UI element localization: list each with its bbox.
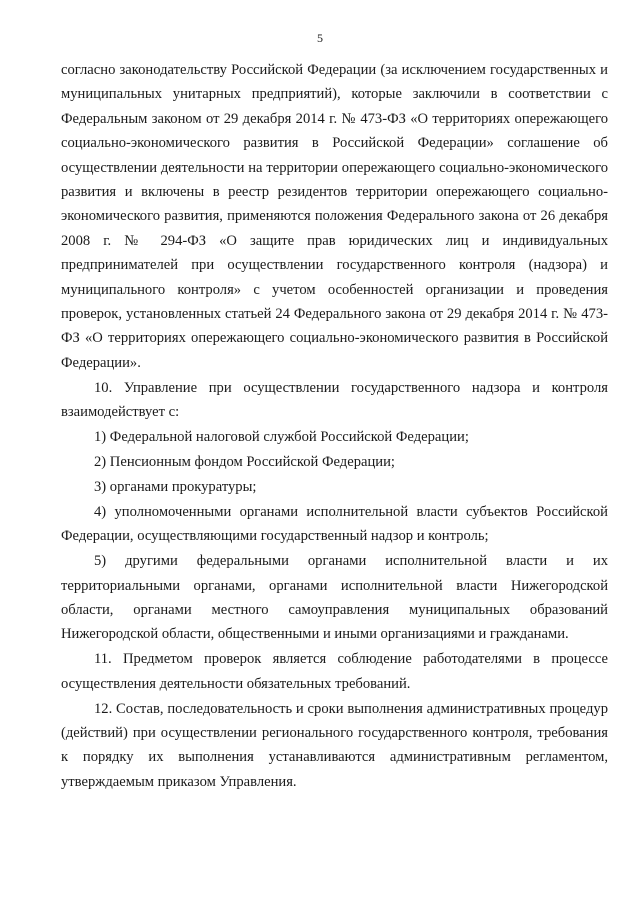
list-item-5: 5) другими федеральными органами исполнительной власти и их территориальными органами, органами исполнительной власти Нижегородской области, органами местного самоуправления муниципальных образований Нижегородской области, общественными и иными организациями и гражданами.: [61, 553, 608, 643]
document-body: [61, 58, 608, 794]
list-item-2: 2) Пенсионным фондом Российской Федерации;: [94, 454, 395, 470]
paragraph-continuation: согласно законодательству Российской Федерации (за исключением государственных и муниципальных унитарных предприятий), которые заключили в соответствии с Федеральным законом от 29 декабря 2014 г. № 473-ФЗ «О территориях опережающего социально-экономического развития в Российской Федерации» соглашение об осуществлении деятельности на территории опережающего социально-экономического развития и включены в реестр резидентов территории опережающего социально-экономического развития, применяются положения Федерального закона от 26 декабря 2008 г. № 294-ФЗ «О защите прав юридических лиц и индивидуальных предпринимателей при осуществлении государственного контроля (надзора) и муниципального контроля» с учетом особенностей организации и проведения проверок, установленных статьей 24 Федерального закона от 29 декабря 2014 г. № 473-ФЗ «О территориях опережающего социально-экономического развития в Российской Федерации».: [61, 62, 608, 371]
list-item-4: 4) уполномоченными органами исполнительной власти субъектов Российской Федерации, осуществляющими государственный надзор и контроль;: [61, 503, 608, 545]
paragraph-item-11: 11. Предметом проверок является соблюдение работодателями в процессе осуществления деятельности обязательных требований.: [61, 651, 608, 692]
paragraph-item-10: 10. Управление при осуществлении государственного надзора и контроля взаимодействует с:: [61, 379, 608, 421]
page-number: 5: [317, 31, 323, 45]
list-item-1: 1) Федеральной налоговой службой Российской Федерации;: [94, 429, 469, 446]
list-item-3: 3) органами прокуратуры;: [94, 478, 257, 495]
paragraph-item-12: 12. Состав, последовательность и сроки выполнения административных процедур (действий) при осуществлении регионального государственного контроля, требования к порядку их выполнения устанавливаются административным регламентом, утверждаемым приказом Управления.: [61, 700, 608, 790]
